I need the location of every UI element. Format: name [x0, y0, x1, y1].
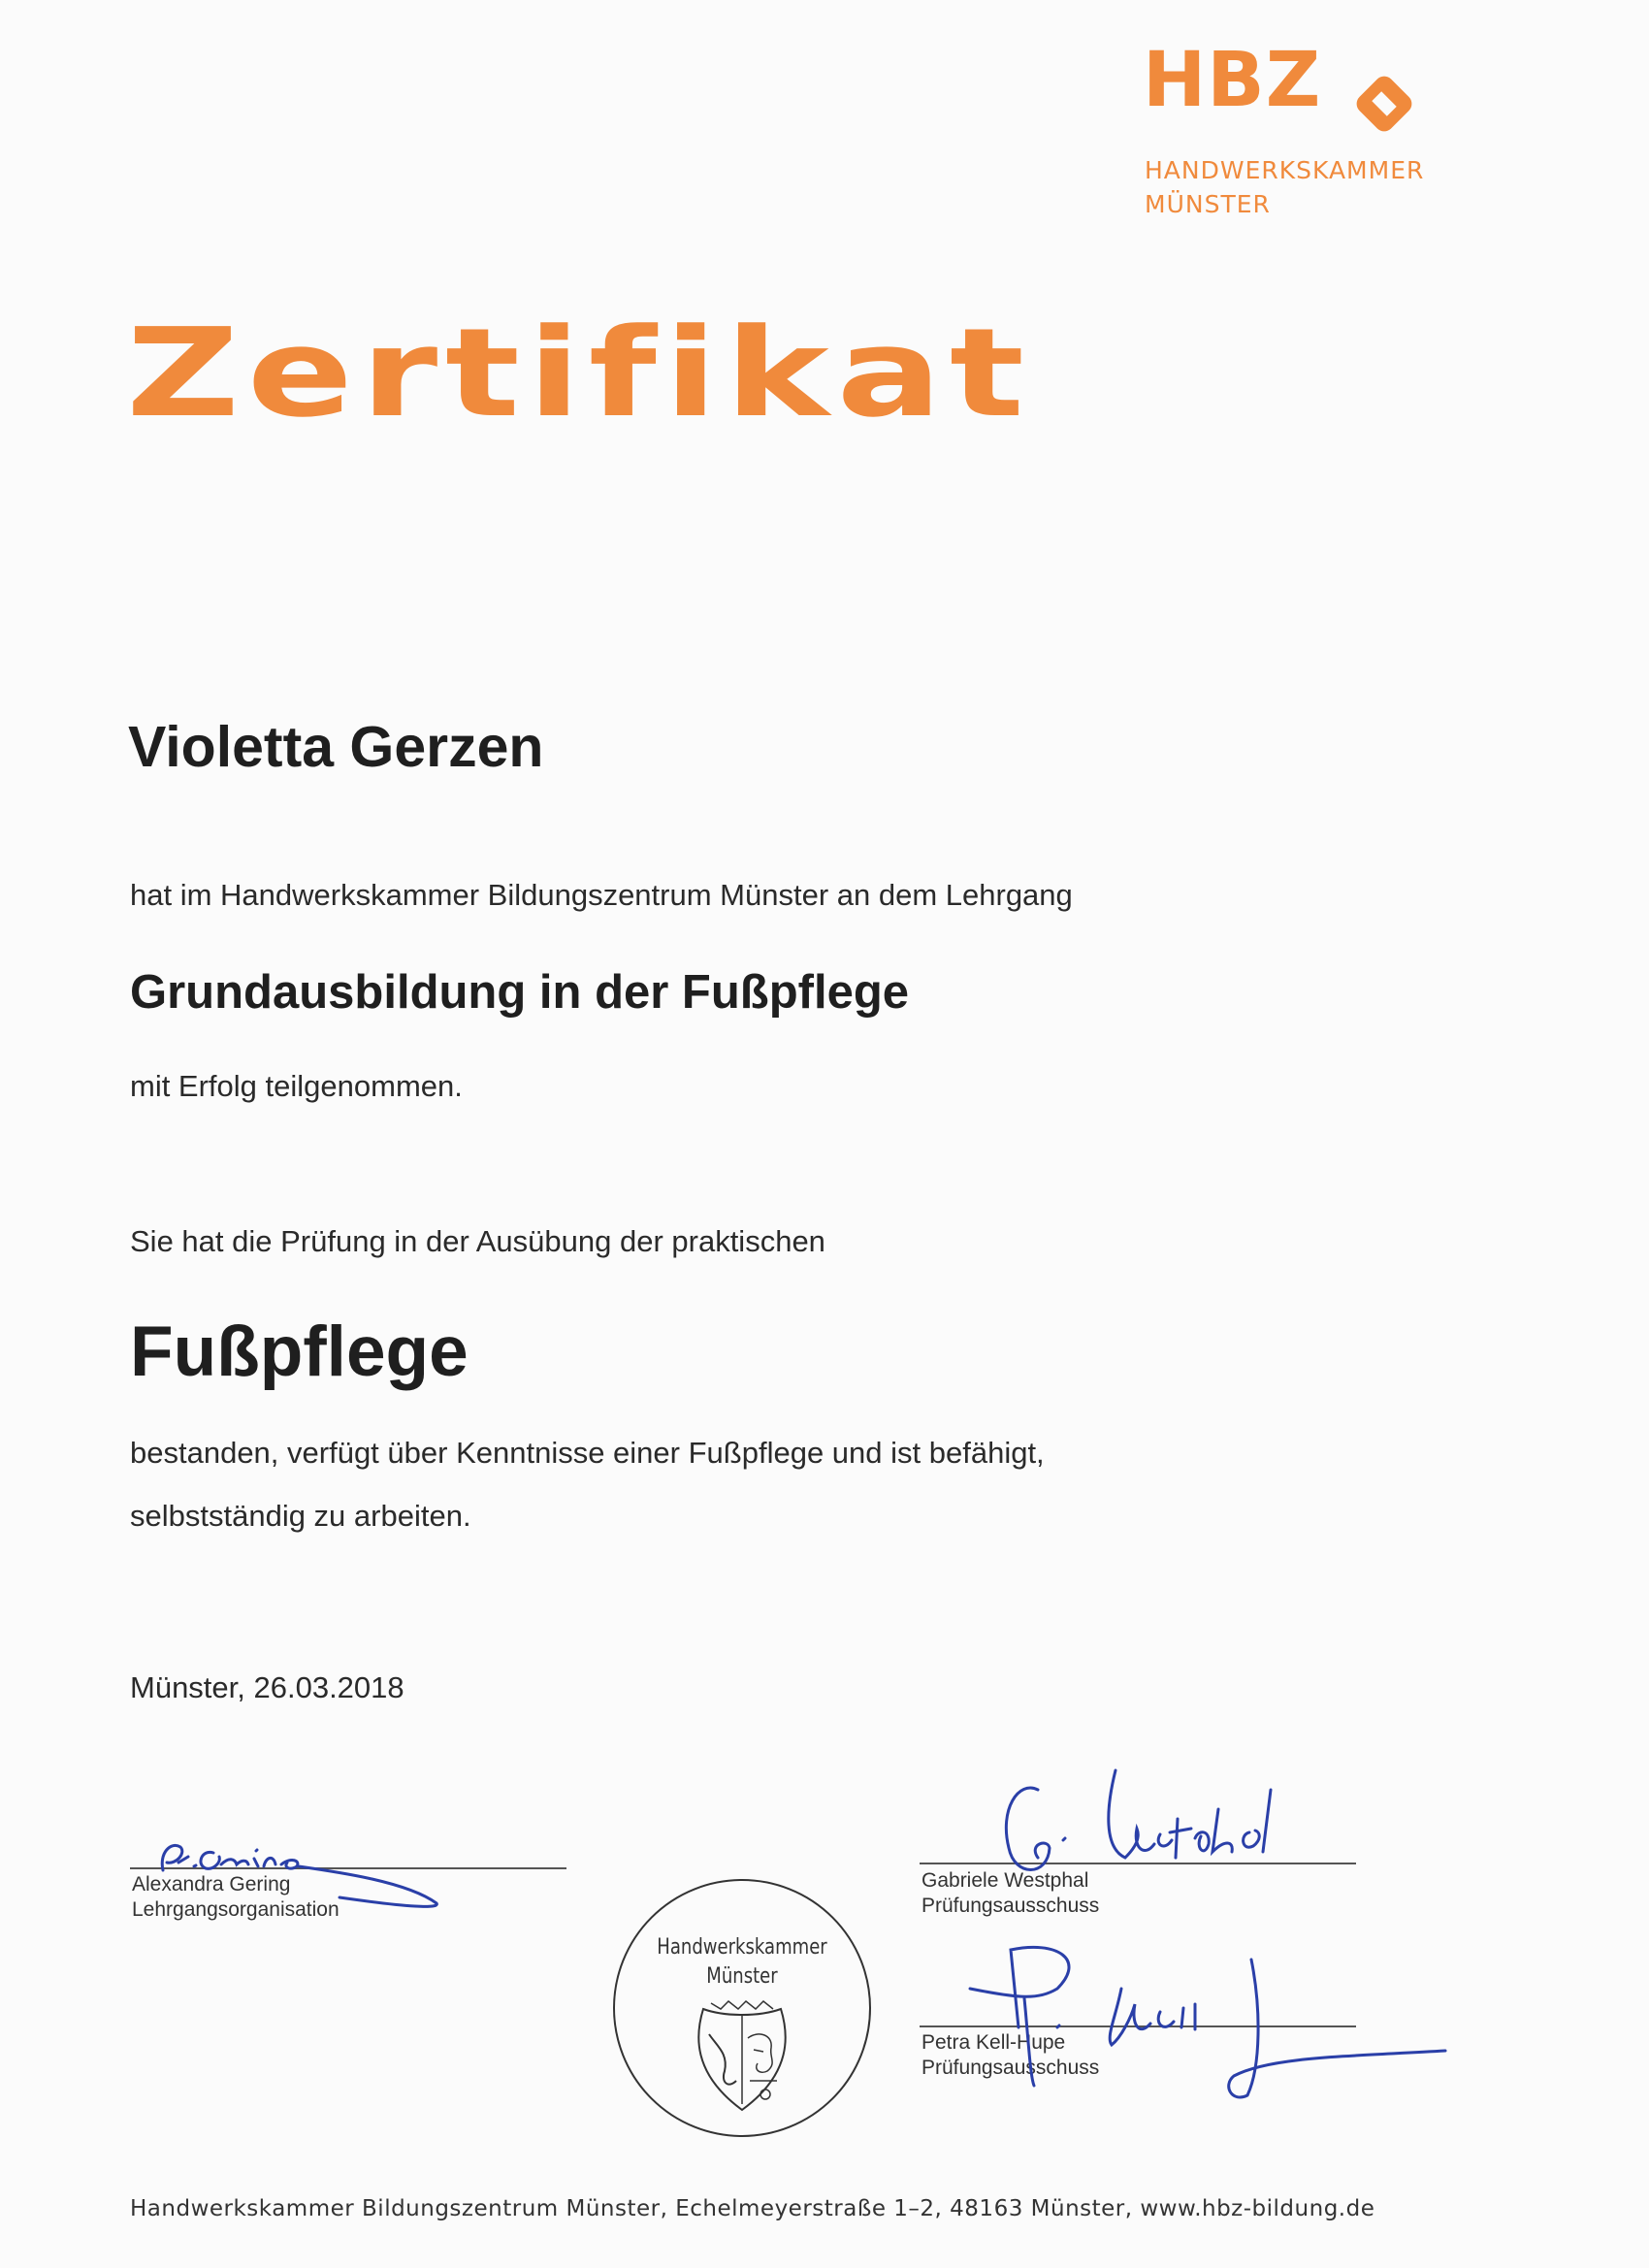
coat-of-arms-icon	[686, 1995, 798, 2116]
signer-name-right-bottom: Petra Kell-Hupe	[922, 2031, 1066, 2054]
signer-name-right-top: Gabriele Westphal	[922, 1869, 1089, 1892]
recipient-name: Violetta Gerzen	[128, 715, 544, 779]
logo-subtitle-line2: MÜNSTER	[1145, 190, 1271, 218]
logo-wordmark: HBZ	[1143, 37, 1322, 124]
hbz-logo-icon	[1350, 70, 1418, 138]
handwritten-signature-right-bottom	[941, 1930, 1465, 2124]
body-line-4: bestanden, verfügt über Kenntnisse einer Fußpflege und ist befähigt,	[130, 1436, 1045, 1470]
footer-address: Handwerkskammer Bildungszentrum Münster, Echelmeyerstraße 1–2, 48163 Münster, www.hbz-bildung.de	[130, 2196, 1375, 2221]
seal-text-line1: Handwerkskammer	[657, 1935, 827, 1960]
signer-role-right-top: Prüfungsausschuss	[922, 1895, 1100, 1917]
logo-subtitle-line1: HANDWERKSKAMMER	[1145, 156, 1425, 184]
subject-title: Fußpflege	[130, 1312, 469, 1391]
certificate-title: Zertifikat	[126, 302, 1032, 444]
signer-role-right-bottom: Prüfungsausschuss	[922, 2057, 1100, 2079]
body-line-1: hat im Handwerkskammer Bildungszentrum Münster an dem Lehrgang	[130, 878, 1073, 912]
seal-text-line2: Münster	[706, 1964, 778, 1989]
logo-subtitle	[1145, 153, 1424, 221]
official-seal	[613, 1879, 871, 2137]
handwritten-signature-left	[146, 1814, 466, 1921]
course-title: Grundausbildung in der Fußpflege	[130, 966, 910, 1019]
body-line-3: Sie hat die Prüfung in der Ausübung der praktischen	[130, 1224, 825, 1258]
signer-name-left: Alexandra Gering	[132, 1873, 291, 1895]
body-line-2: mit Erfolg teilgenommen.	[130, 1069, 463, 1103]
signer-role-left: Lehrgangsorganisation	[132, 1898, 340, 1921]
body-line-5: selbstständig zu arbeiten.	[130, 1499, 471, 1533]
handwritten-signature-right-top	[970, 1751, 1339, 1896]
date-line: Münster, 26.03.2018	[130, 1670, 404, 1704]
